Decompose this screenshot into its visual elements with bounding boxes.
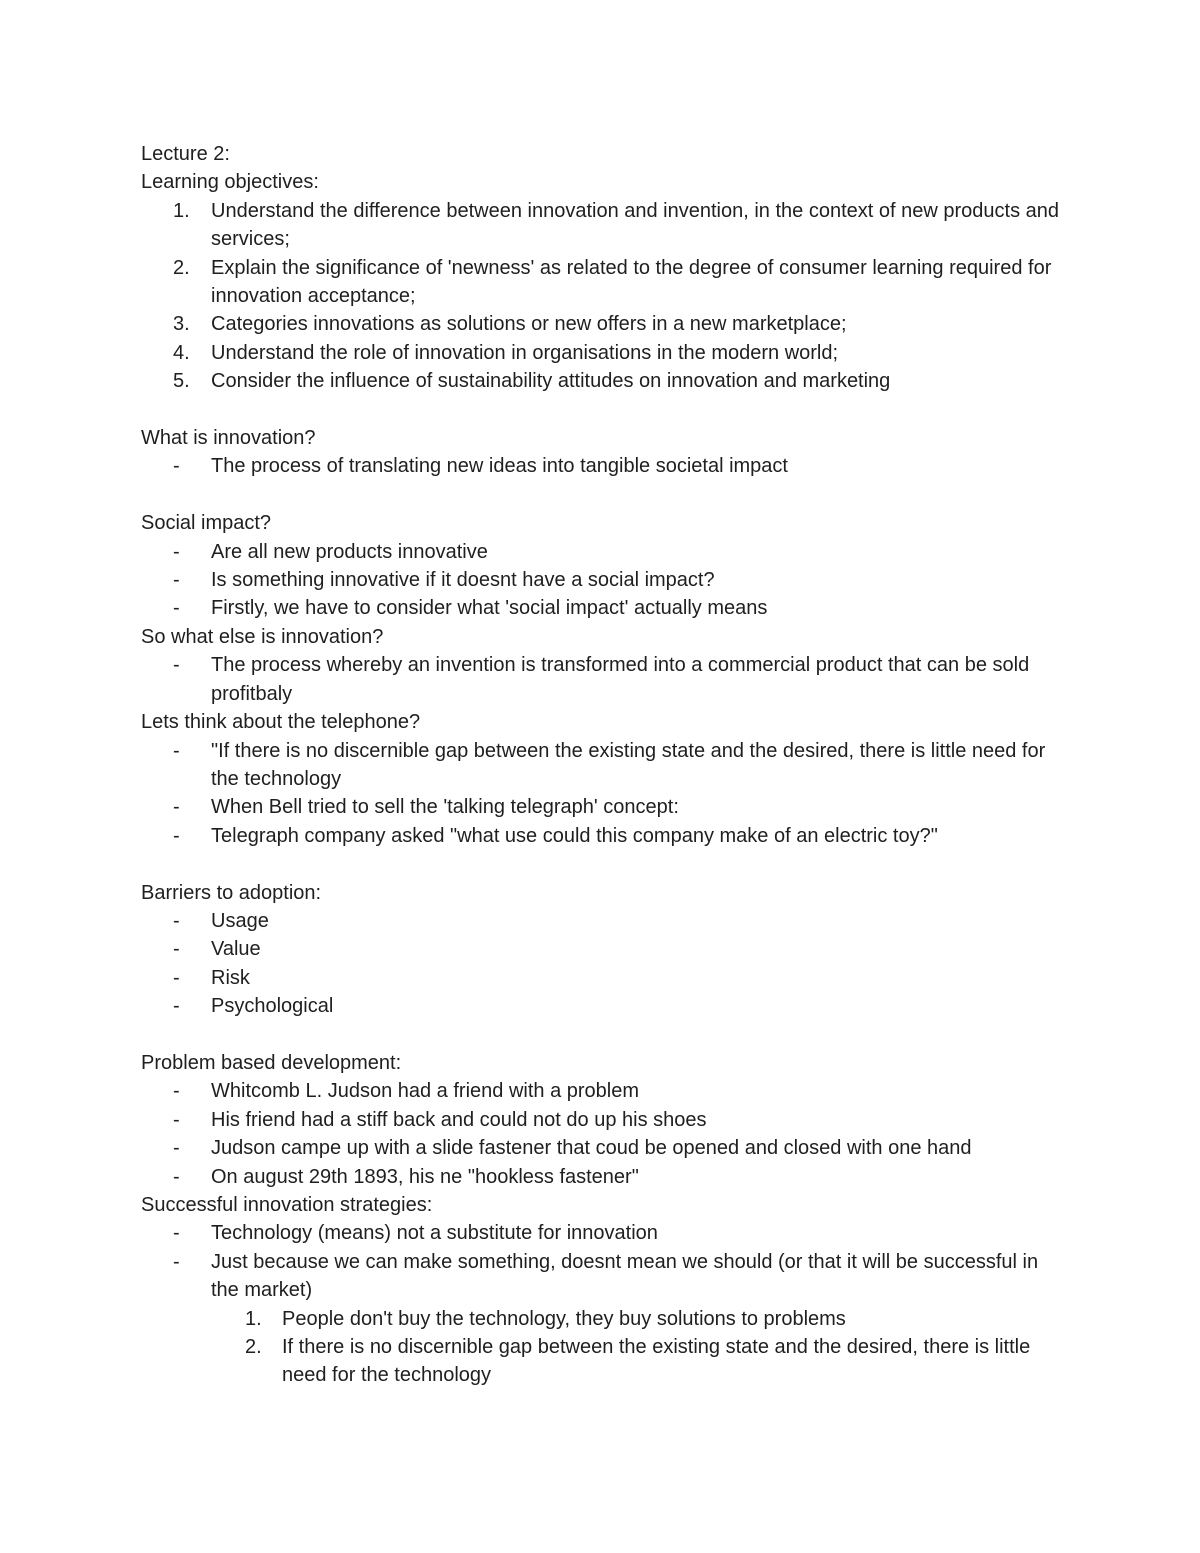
list-item	[141, 935, 1061, 963]
bullet-dash: -	[173, 1080, 180, 1103]
list-item-text: Telegraph company asked "what use could this company make of an electric toy?"	[211, 824, 938, 847]
list-item-text: The process whereby an invention is transformed into a commercial product that can be sold profitbaly	[211, 654, 1030, 705]
list-item	[141, 992, 1061, 1020]
list-item-text: The process of translating new ideas into tangible societal impact	[211, 455, 788, 478]
list-item-text: Psychological	[211, 995, 334, 1018]
list-item	[141, 566, 1061, 594]
list-item	[141, 737, 1061, 794]
blank-line	[141, 481, 1061, 509]
bullet-dash: -	[173, 1137, 180, 1160]
bullet-dash: -	[173, 824, 180, 847]
what-is-innovation-heading: What is innovation?	[141, 427, 316, 450]
objectives-list	[141, 197, 1061, 396]
list-item-text: Usage	[211, 909, 269, 932]
list-item	[141, 1077, 1061, 1105]
bullet-dash: -	[173, 569, 180, 592]
list-item	[141, 538, 1061, 566]
list-item	[141, 964, 1061, 992]
bullet-dash: -	[173, 654, 180, 677]
social-impact-list	[141, 538, 1061, 623]
what-else-heading: So what else is innovation?	[141, 625, 384, 648]
list-item-text: Are all new products innovative	[211, 540, 488, 563]
bullet-dash: -	[173, 1108, 180, 1131]
bullet-dash: -	[173, 1250, 180, 1273]
strategies-heading: Successful innovation strategies:	[141, 1193, 433, 1216]
list-number: 5.	[173, 370, 190, 393]
list-item-text: When Bell tried to sell the 'talking telegraph' concept:	[211, 796, 679, 819]
list-number: 1.	[245, 1307, 262, 1330]
list-item-text: Technology (means) not a substitute for innovation	[211, 1222, 658, 1245]
bullet-dash: -	[173, 597, 180, 620]
bullet-dash: -	[173, 1222, 180, 1245]
list-item-text: Value	[211, 938, 261, 961]
list-item-text: "If there is no discernible gap between the existing state and the desired, there is little need for the technology	[211, 739, 1046, 790]
list-item	[141, 793, 1061, 821]
bullet-dash: -	[173, 909, 180, 932]
social-impact-heading: Social impact?	[141, 512, 272, 535]
list-item-text: Understand the difference between innovation and invention, in the context of new products and services;	[211, 199, 1059, 251]
list-item-text: Whitcomb L. Judson had a friend with a problem	[211, 1080, 639, 1103]
bullet-dash: -	[173, 739, 180, 762]
list-item-text: Judson campe up with a slide fastener that coud be opened and closed with one hand	[211, 1137, 972, 1160]
document-body	[141, 140, 1061, 1390]
list-item	[141, 1134, 1061, 1162]
list-item	[141, 594, 1061, 622]
list-item	[141, 907, 1061, 935]
what-is-innovation-list	[141, 452, 1061, 480]
list-item-text: On august 29th 1893, his ne "hookless fastener"	[211, 1165, 639, 1188]
list-item	[141, 1219, 1061, 1247]
list-number: 3.	[173, 313, 190, 336]
list-item-text: Understand the role of innovation in organisations in the modern world;	[211, 341, 839, 364]
strategies-sublist	[141, 1305, 1061, 1390]
list-item	[141, 651, 1061, 708]
list-item-text: His friend had a stiff back and could not do up his shoes	[211, 1108, 707, 1131]
problem-development-list	[141, 1077, 1061, 1191]
bullet-dash: -	[173, 995, 180, 1018]
bullet-dash: -	[173, 455, 180, 478]
list-item	[141, 254, 1061, 311]
list-item	[141, 1248, 1061, 1305]
list-item	[141, 339, 1061, 367]
objectives-heading: Learning objectives:	[141, 171, 319, 194]
barriers-list	[141, 907, 1061, 1021]
problem-development-heading: Problem based development:	[141, 1051, 402, 1074]
list-item	[141, 822, 1061, 850]
list-item-text: If there is no discernible gap between the existing state and the desired, there is little need for the technology	[282, 1336, 1031, 1387]
list-item-text: Consider the influence of sustainability attitudes on innovation and marketing	[211, 370, 891, 393]
list-item-text: Risk	[211, 966, 250, 989]
list-item	[141, 1333, 1061, 1390]
list-item	[141, 310, 1061, 338]
list-number: 2.	[173, 256, 190, 279]
list-item	[141, 1163, 1061, 1191]
list-number: 4.	[173, 341, 190, 364]
bullet-dash: -	[173, 796, 180, 819]
list-number: 2.	[245, 1336, 262, 1358]
list-item-text: People don't buy the technology, they buy solutions to problems	[282, 1307, 846, 1330]
lecture-title: Lecture 2:	[141, 143, 230, 165]
what-else-list	[141, 651, 1061, 708]
list-item-text: Firstly, we have to consider what 'social impact' actually means	[211, 597, 768, 620]
list-item-text: Explain the significance of 'newness' as related to the degree of consumer learning required for innovation acceptance;	[211, 256, 1052, 308]
barriers-heading: Barriers to adoption:	[141, 881, 322, 904]
strategies-list	[141, 1219, 1061, 1304]
telephone-heading: Lets think about the telephone?	[141, 711, 421, 734]
bullet-dash: -	[173, 1165, 180, 1188]
blank-line	[141, 850, 1061, 878]
list-item-text: Is something innovative if it doesnt have a social impact?	[211, 569, 715, 592]
blank-line	[141, 396, 1061, 424]
list-item	[141, 1305, 1061, 1333]
telephone-list	[141, 737, 1061, 851]
list-item	[141, 197, 1061, 254]
blank-line	[141, 1021, 1061, 1049]
list-number: 1.	[173, 199, 190, 222]
list-item-text: Categories innovations as solutions or new offers in a new marketplace;	[211, 313, 847, 336]
list-item	[141, 367, 1061, 395]
list-item-text: Just because we can make something, doesnt mean we should (or that it will be successful in the market)	[211, 1250, 1039, 1302]
bullet-dash: -	[173, 966, 180, 989]
list-item	[141, 1106, 1061, 1134]
list-item	[141, 452, 1061, 480]
bullet-dash: -	[173, 938, 180, 961]
bullet-dash: -	[173, 540, 180, 563]
